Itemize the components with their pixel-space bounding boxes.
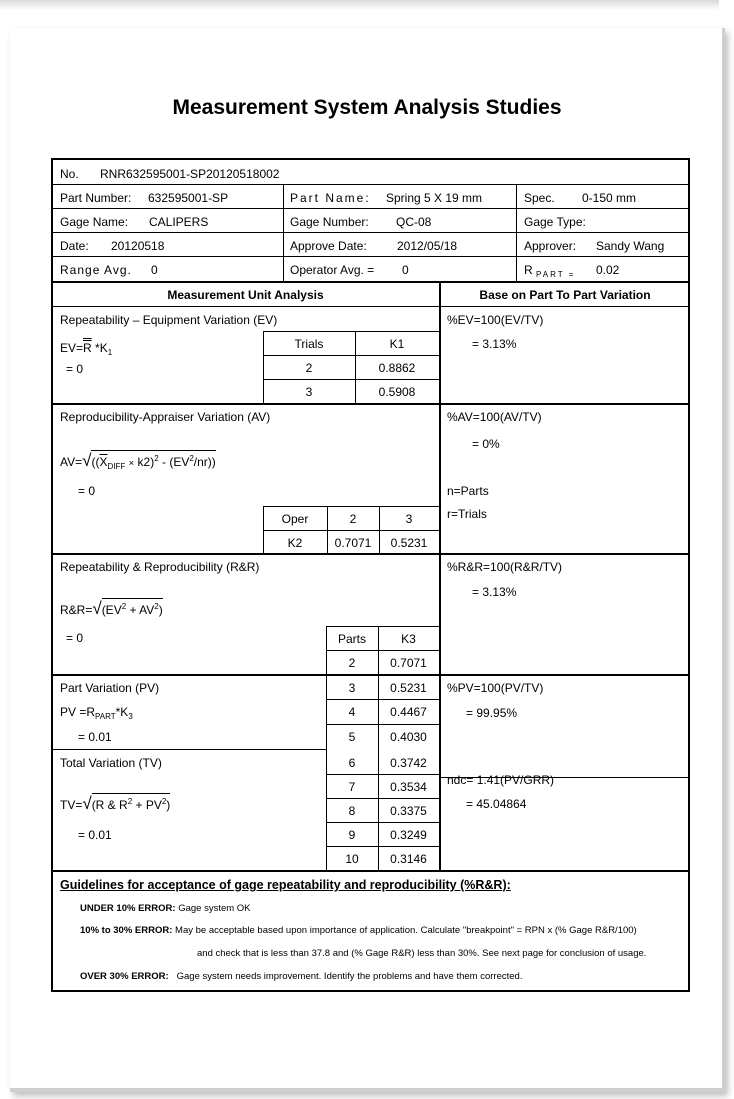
right-section-header: Base on Part To Part Variation <box>479 288 651 302</box>
section-divider <box>52 553 689 555</box>
approve-date-label: Approve Date: <box>290 239 367 253</box>
k3-table-cell: 4 <box>348 705 356 719</box>
guideline-mid-continued: and check that is less than 37.8 and (% Gage R&R) less than 30%. See next page for conclusion of usage. <box>197 948 647 959</box>
k3-table-cell: 8 <box>348 804 356 818</box>
row-divider <box>52 232 689 233</box>
ev-title: Repeatability – Equipment Variation (EV) <box>60 313 278 327</box>
av-table-top <box>263 506 439 507</box>
operator-avg-label: Operator Avg. = <box>290 263 375 277</box>
ev-pct-value: = 3.13% <box>472 337 517 351</box>
k3-table-row <box>326 724 439 725</box>
gage-number-label: Gage Number: <box>290 215 369 229</box>
rr-pct-formula: %R&R=100(R&R/TV) <box>447 560 563 574</box>
section-divider <box>52 749 326 750</box>
k3-table-cell: 0.3249 <box>390 828 427 842</box>
av-title: Reproducibility-Appraiser Variation (AV) <box>60 410 271 424</box>
av-formula: $AV=√((\overline{X}_{DIFF} \times k2)^2 - (EV^2/nr))$ <box>60 450 216 474</box>
date-label: Date: <box>60 239 89 253</box>
col-divider <box>439 281 441 870</box>
av-table-header: Oper <box>281 512 309 526</box>
pv-formula: PV $=R_{PART}*K_3$ <box>60 705 133 721</box>
guideline-mid: 10% to 30% ERROR: May be acceptable based upon importance of application. Calculate "breakpoint" = RPN x (% Gage R&R/100) <box>80 925 637 936</box>
rr-result: = 0 <box>66 631 84 645</box>
k3-table-cell: 2 <box>348 656 356 670</box>
ndc-formula: ndc= 1.41(PV/GRR) <box>447 773 555 787</box>
approver-label: Approver: <box>524 239 577 253</box>
av-note-trials: r=Trials <box>447 507 487 521</box>
av-result: = 0 <box>78 484 96 498</box>
tv-formula: TV=√(R & $R^2 + PV^2$) <box>60 794 171 813</box>
k3-table-header: Parts <box>337 632 366 646</box>
gage-type-label: Gage Type: <box>524 215 586 229</box>
pv-title: Part Variation (PV) <box>60 681 160 695</box>
rr-title: Repeatability & Reproducibility (R&R) <box>60 560 260 574</box>
gage-name-label: Gage Name: <box>60 215 129 229</box>
k3-table-cell: 9 <box>348 828 356 842</box>
section-divider <box>52 870 689 872</box>
rr-formula: $R\&R=√(EV^2 + AV^2)$ <box>60 599 163 618</box>
av-table-header: 2 <box>349 512 357 526</box>
av-table-cell: 0.5231 <box>390 536 428 550</box>
row-divider <box>52 306 689 307</box>
k3-table-row <box>326 774 439 775</box>
k3-table-header: K3 <box>401 632 416 646</box>
page-shadow-top <box>0 0 719 10</box>
ev-table-row <box>263 379 439 380</box>
guideline-under: UNDER 10% ERROR: Gage system OK <box>80 903 251 914</box>
k3-table-cell: 0.3375 <box>390 804 427 818</box>
k3-table-row <box>326 798 439 799</box>
rpart-value: 0.02 <box>596 263 620 277</box>
gage-name-value: CALIPERS <box>149 215 209 229</box>
part-number-value: 632595001-SP <box>148 191 229 205</box>
k3-table-cell: 5 <box>348 730 356 744</box>
guidelines-heading: Guidelines for acceptance of gage repeatability and reproducibility (%R&R): <box>60 878 511 892</box>
k3-table-cell: 10 <box>345 852 359 866</box>
ev-table-cell: 2 <box>305 361 313 375</box>
gage-number-value: QC-08 <box>396 215 432 229</box>
k3-table-cell: 6 <box>348 756 356 770</box>
row-divider <box>52 256 689 257</box>
approver-value: Sandy Wang <box>596 239 665 253</box>
ev-table-top <box>263 331 439 332</box>
ev-table-cell: 3 <box>305 385 313 399</box>
av-note-parts: n=Parts <box>447 484 489 498</box>
av-pct-value: = 0% <box>472 437 500 451</box>
k3-table-row <box>326 699 439 700</box>
spec-label: Spec. <box>524 191 555 205</box>
tv-title: Total Variation (TV) <box>60 756 162 770</box>
k3-table-cell: 0.3742 <box>390 756 427 770</box>
document-title: Measurement System Analysis Studies <box>172 96 562 119</box>
k3-table-top <box>326 626 439 627</box>
av-pct-formula: %AV=100(AV/TV) <box>447 410 542 424</box>
k3-table-row <box>326 650 439 651</box>
date-value: 20120518 <box>111 239 165 253</box>
k3-table-cell: 0.5231 <box>390 681 427 695</box>
av-table-row <box>263 530 439 531</box>
left-section-header: Measurement Unit Analysis <box>167 288 324 302</box>
k3-table-cell: 0.7071 <box>390 656 427 670</box>
ev-pct-formula: %EV=100(EV/TV) <box>447 313 544 327</box>
part-name-value: Spring 5 X 19 mm <box>386 191 483 205</box>
k3-table-cell: 0.4467 <box>390 705 427 719</box>
range-avg-value: 0 <box>151 263 158 277</box>
ev-table-cell: 0.8862 <box>378 361 416 375</box>
ev-table-header: K1 <box>389 337 405 351</box>
ev-result: = 0 <box>66 362 84 376</box>
pv-pct-formula: %PV=100(PV/TV) <box>447 681 544 695</box>
rpart-label: R $_{PART =}$ <box>524 263 576 279</box>
no-label: No. <box>60 167 79 181</box>
k3-table-cell: 7 <box>348 780 356 794</box>
part-name-label: Part Name: <box>290 191 371 205</box>
av-table-header: 3 <box>405 512 413 526</box>
part-number-label: Part Number: <box>60 191 132 205</box>
k3-table-cell: 0.3146 <box>390 852 427 866</box>
k3-table-row <box>326 846 439 847</box>
operator-avg-value: 0 <box>402 263 409 277</box>
no-value: RNR632595001-SP20120518002 <box>100 167 280 181</box>
ev-table-row <box>263 355 439 356</box>
k3-table-cell: 0.4030 <box>390 730 427 744</box>
approve-date-value: 2012/05/18 <box>397 239 458 253</box>
ev-formula: EV=R $*K_1$ <box>60 341 113 357</box>
k3-table-cell: 0.3534 <box>390 780 427 794</box>
spec-value: 0-150 mm <box>582 191 637 205</box>
k3-table-cell: 3 <box>348 681 356 695</box>
range-avg-label: Range Avg. <box>60 263 132 277</box>
tv-result: = 0.01 <box>78 828 112 842</box>
row-divider <box>52 208 689 209</box>
k3-table-row <box>326 822 439 823</box>
av-table-cell: K2 <box>287 536 303 550</box>
ndc-value: = 45.04864 <box>466 797 527 811</box>
pv-result: = 0.01 <box>78 730 112 744</box>
row-divider <box>52 281 689 283</box>
msa-form <box>51 158 690 992</box>
col-divider <box>516 184 517 281</box>
col-divider <box>283 184 284 281</box>
section-divider <box>52 674 689 676</box>
guideline-over: OVER 30% ERROR: Gage system needs improvement. Identify the problems and have them corrected. <box>80 971 523 982</box>
ev-table-cell: 0.5908 <box>378 385 416 399</box>
rr-pct-value: = 3.13% <box>472 585 517 599</box>
pv-pct-value: = 99.95% <box>466 706 518 720</box>
ev-table-header: Trials <box>294 337 324 351</box>
av-table-cell: 0.7071 <box>334 536 372 550</box>
section-divider <box>52 403 689 405</box>
row-divider <box>52 184 689 185</box>
